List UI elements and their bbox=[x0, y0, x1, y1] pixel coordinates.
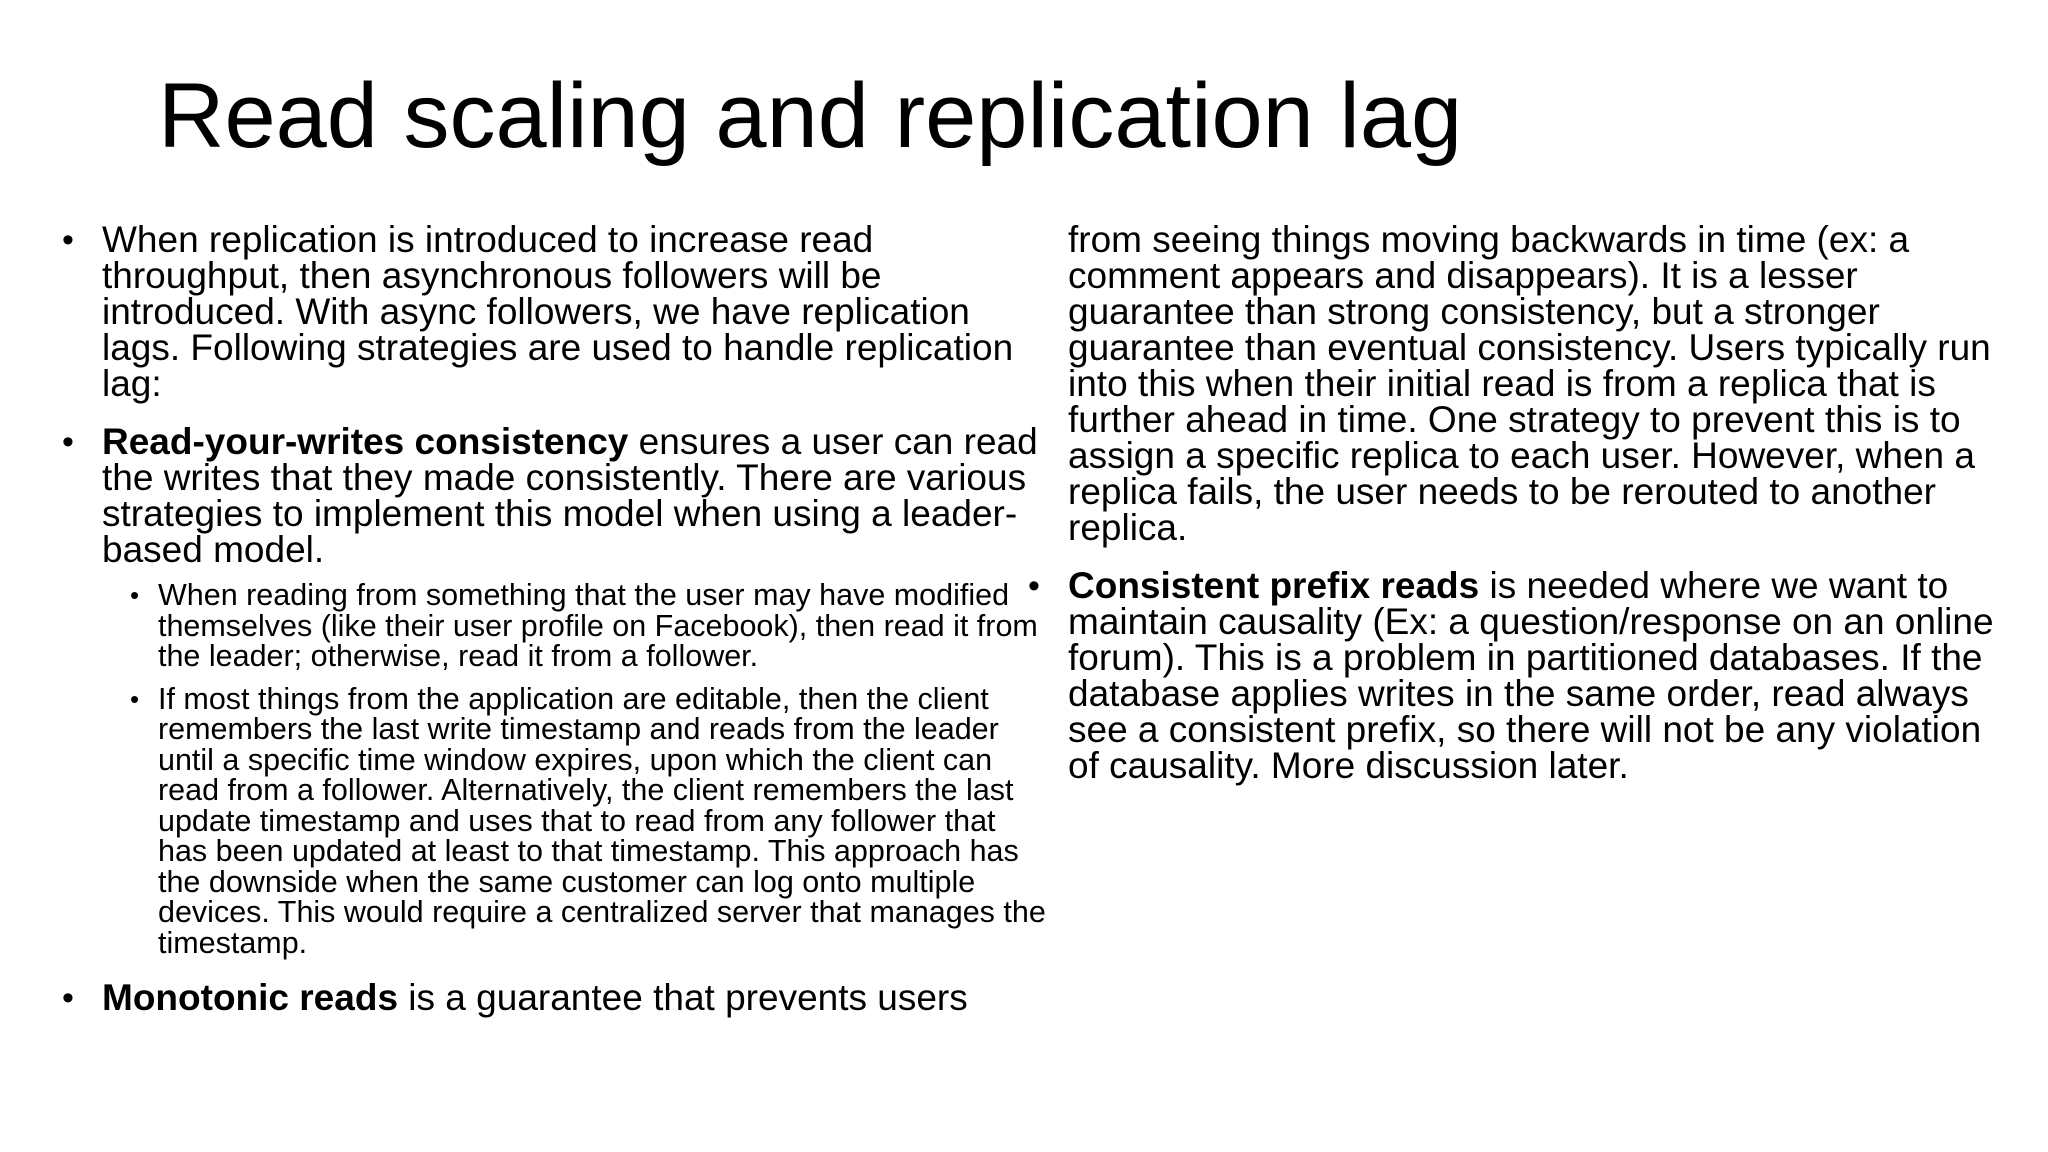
bullet-dot: • bbox=[62, 423, 74, 461]
bullet-consistent-prefix bbox=[1022, 565, 2012, 786]
bullet-intro-text: When replication is introduced to increase read throughput, then asynchronous followers will be introduced. With async followers, we have replication lags. Following strategies are used to handle replication lag: bbox=[102, 219, 1014, 404]
bullet-dot: • bbox=[130, 580, 140, 610]
right-column bbox=[1022, 219, 2012, 786]
bullet-dot: • bbox=[1028, 567, 1040, 605]
bullet-monotonic-reads bbox=[56, 977, 1046, 1018]
read-your-writes-term: Read-your-writes consistency bbox=[102, 421, 629, 462]
sub-bullet-1-text: When reading from something that the user may have modified themselves (like their user profile on Facebook), then read it from the leader; otherwise, read it from a follower. bbox=[158, 578, 1038, 673]
slide-title: Read scaling and replication lag bbox=[158, 65, 1463, 167]
monotonic-reads-text: is a guarantee that prevents users bbox=[398, 977, 968, 1018]
consistent-prefix-term: Consistent prefix reads bbox=[1068, 565, 1480, 606]
monotonic-reads-continuation: from seeing things moving backwards in time (ex: a comment appears and disappears). It is a lesser guarantee than strong consistency, but a stronger guarantee than eventual consistency. Users typically run into this when their initial read is from a replica that is further ahead in time. One strategy to prevent this is to assign a specific replica to each user. However, when a replica fails, the user needs to be rerouted to another replica. bbox=[1068, 219, 1991, 548]
monotonic-reads-term: Monotonic reads bbox=[102, 977, 399, 1018]
left-column bbox=[56, 219, 1046, 1018]
bullet-dot: • bbox=[62, 979, 74, 1017]
consistent-prefix-text: is needed where we want to maintain causality (Ex: a question/response on an online forum). This is a problem in partitioned databases. If the database applies writes in the same order, read always see a consistent prefix, so there will not be any violation of causality. More discussion later. bbox=[1068, 565, 1994, 786]
read-your-writes-text: ensures a user can read the writes that they made consistently. There are various strategies to implement this model when using a leader-based model. bbox=[102, 421, 1038, 570]
bullet-dot: • bbox=[130, 683, 140, 714]
sub-bullet-2 bbox=[130, 681, 1046, 960]
bullet-read-your-writes bbox=[56, 421, 1046, 570]
bullet-dot: • bbox=[62, 221, 74, 259]
sub-bullet-1 bbox=[132, 580, 1046, 672]
bullet-intro bbox=[56, 219, 1046, 404]
sub-bullet-2-text: If most things from the application are editable, then the client remembers the last write timestamp and reads from the leader until a specific time window expires, upon which the client can read from a follower. Alternatively, the client remembers the last update timestamp and uses that to read from any follower that has been updated at least to that timestamp. This approach has the downside when the same customer can log onto multiple devices. This would require a centralized server that manages the timestamp. bbox=[158, 681, 1046, 960]
